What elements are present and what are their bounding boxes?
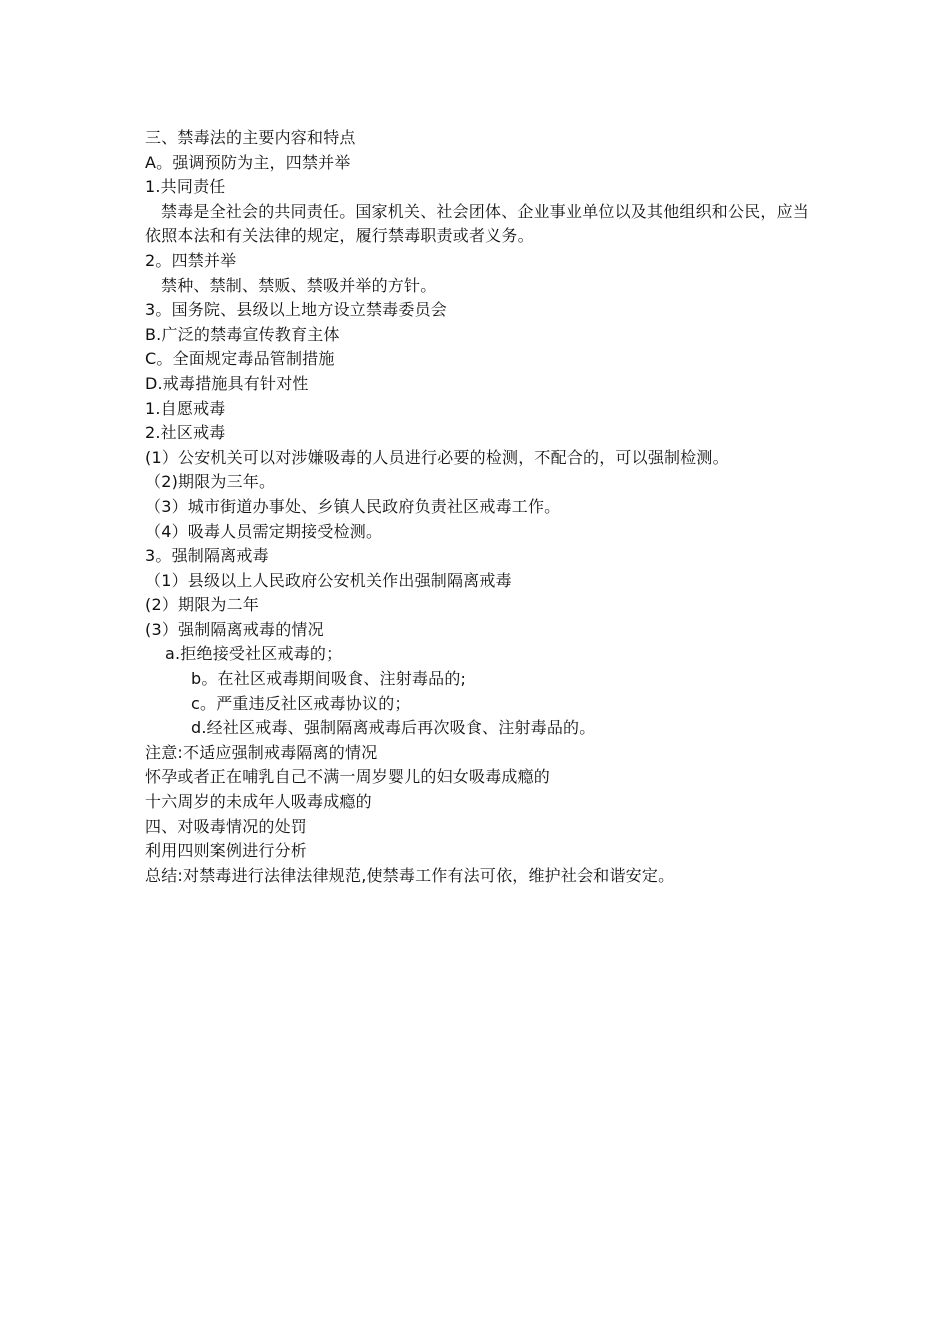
compulsory-item-2: (2）期限为二年 bbox=[145, 595, 260, 615]
item-2-heading: 2。四禁并举 bbox=[145, 250, 237, 270]
paragraph-shared-responsibility: 禁毒是全社会的共同责任。国家机关、社会团体、企业事业单位以及其他组织和公民，应当依照本法和有关法律的规定，履行禁毒职责或者义务。 bbox=[145, 201, 810, 246]
section-heading-4: 四、对吸毒情况的处罚 bbox=[145, 816, 308, 836]
subheading-d: D.戒毒措施具有针对性 bbox=[145, 373, 309, 393]
subheading-a: A。强调预防为主，四禁并举 bbox=[145, 152, 351, 172]
subheading-b: B.广泛的禁毒宣传教育主体 bbox=[145, 324, 340, 344]
document-body bbox=[145, 126, 815, 888]
condition-c: c。严重违反社区戒毒协议的； bbox=[191, 693, 411, 713]
condition-a: a.拒绝接受社区戒毒的； bbox=[165, 644, 343, 664]
summary-text: 总结:对禁毒进行法律法律规范,使禁毒工作有法可依，维护社会和谐安定。 bbox=[145, 865, 675, 885]
compulsory-item-3: (3）强制隔离戒毒的情况 bbox=[145, 619, 324, 639]
d-item-1: 1.自愿戒毒 bbox=[145, 398, 226, 418]
subheading-c: C。全面规定毒品管制措施 bbox=[145, 349, 335, 369]
community-item-2: （2)期限为三年。 bbox=[145, 472, 276, 492]
item-1-heading: 1.共同责任 bbox=[145, 177, 226, 197]
community-item-1: (1）公安机关可以对涉嫌吸毒的人员进行必要的检测，不配合的，可以强制检测。 bbox=[145, 447, 729, 467]
condition-d: d.经社区戒毒、强制隔离戒毒后再次吸食、注射毒品的。 bbox=[191, 718, 596, 738]
d-item-2: 2.社区戒毒 bbox=[145, 423, 226, 443]
section-heading-3: 三、禁毒法的主要内容和特点 bbox=[145, 128, 356, 147]
note-item-2: 十六周岁的未成年人吸毒成瘾的 bbox=[145, 792, 372, 812]
item-2-text: 禁种、禁制、禁贩、禁吸并举的方针。 bbox=[161, 275, 437, 295]
condition-b: b。在社区戒毒期间吸食、注射毒品的; bbox=[191, 669, 467, 689]
community-item-3: （3）城市街道办事处、乡镇人民政府负责社区戒毒工作。 bbox=[145, 496, 561, 516]
compulsory-item-1: （1）县级以上人民政府公安机关作出强制隔离戒毒 bbox=[145, 570, 512, 590]
item-3-heading: 3。国务院、县级以上地方设立禁毒委员会 bbox=[145, 300, 447, 320]
case-analysis-text: 利用四则案例进行分析 bbox=[145, 841, 308, 861]
d-item-3: 3。强制隔离戒毒 bbox=[145, 546, 269, 566]
note-item-1: 怀孕或者正在哺乳自己不满一周岁婴儿的妇女吸毒成瘾的 bbox=[145, 767, 551, 787]
note-heading: 注意:不适应强制戒毒隔离的情况 bbox=[145, 742, 378, 762]
community-item-4: （4）吸毒人员需定期接受检测。 bbox=[145, 521, 383, 541]
